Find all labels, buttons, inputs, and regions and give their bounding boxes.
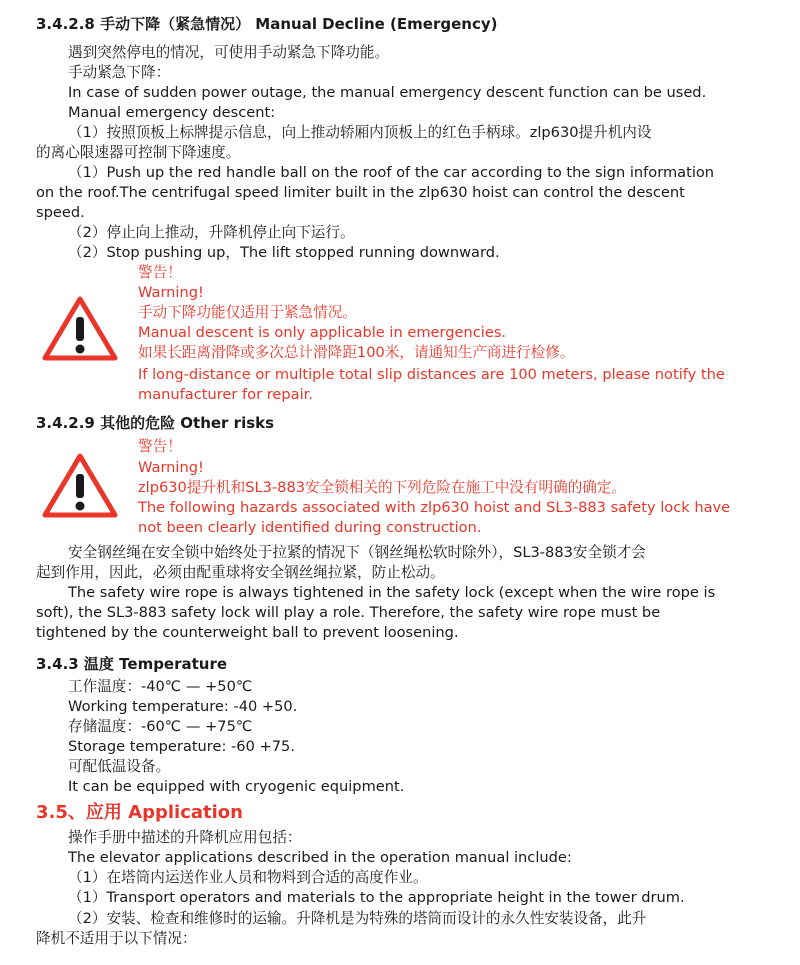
section-heading-35: 3.5、应用 Application xyxy=(36,802,243,823)
paragraph-line: （1）在塔筒内运送作业人员和物料到合适的高度作业。 xyxy=(68,869,428,886)
paragraph-line: Working temperature: -40 +50. xyxy=(68,698,298,715)
paragraph-line: （2）安装、检查和维修时的运输。升降机是为特殊的塔筒而设计的永久性安装设备，此升 xyxy=(68,910,647,927)
paragraph-line: 可配低温设备。 xyxy=(68,758,171,775)
warning-text: 如果长距离滑降或多次总计滑降距100米，请通知生产商进行检修。 xyxy=(138,344,575,361)
paragraph-line: 降机不适用于以下情况： xyxy=(36,930,197,947)
paragraph-line: In case of sudden power outage, the manual emergency descent function can be used. xyxy=(68,84,707,101)
paragraph-line: （2）停止向上推动，升降机停止向下运行。 xyxy=(68,224,355,241)
warning-label-zh: 警告！ xyxy=(138,264,182,281)
paragraph-line: 存储温度：-60℃ — +75℃ xyxy=(68,718,253,735)
paragraph-line: （1）按照顶板上标牌提示信息，向上推动轿厢内顶板上的红色手柄球。zlp630提升机内设 xyxy=(68,124,652,141)
paragraph-line: 安全钢丝绳在安全锁中始终处于拉紧的情况下（钢丝绳松软时除外），SL3-883安全锁才会 xyxy=(68,544,646,561)
warning-text: 手动下降功能仅适用于紧急情况。 xyxy=(138,304,357,321)
paragraph-line: （2）Stop pushing up，The lift stopped running downward. xyxy=(68,244,500,261)
section-heading-343: 3.4.3 温度 Temperature xyxy=(36,655,228,673)
warning-text: zlp630提升机和SL3-883安全锁相关的下列危险在施工中没有明确的确定。 xyxy=(138,479,627,496)
paragraph-line: Manual emergency descent: xyxy=(68,104,276,121)
warning-text: not been clearly identified during construction. xyxy=(138,519,482,536)
paragraph-line: 的离心限速器可控制下降速度。 xyxy=(36,144,241,161)
paragraph-line: speed. xyxy=(36,204,85,221)
paragraph-line: 操作手册中描述的升降机应用包括： xyxy=(68,829,302,846)
paragraph-line: （1）Transport operators and materials to the appropriate height in the tower drum. xyxy=(68,889,685,906)
paragraph-line: soft), the SL3-883 safety lock will play a role. Therefore, the safety wire rope must be xyxy=(36,604,661,621)
warning-label-en: Warning! xyxy=(138,284,204,301)
paragraph-line: 工作温度：-40℃ — +50℃ xyxy=(68,678,253,695)
paragraph-line: The elevator applications described in the operation manual include: xyxy=(68,849,572,866)
warning-triangle-icon xyxy=(42,452,118,518)
paragraph-line: It can be equipped with cryogenic equipment. xyxy=(68,778,405,795)
warning-label-en: Warning! xyxy=(138,459,204,476)
paragraph-line: tightened by the counterweight ball to prevent loosening. xyxy=(36,624,459,641)
warning-text: manufacturer for repair. xyxy=(138,386,313,403)
warning-label-zh: 警告！ xyxy=(138,438,182,455)
paragraph-line: （1）Push up the red handle ball on the roof of the car according to the sign information xyxy=(68,164,715,181)
paragraph-line: 起到作用，因此，必须由配重球将安全钢丝绳拉紧，防止松动。 xyxy=(36,564,445,581)
paragraph-line: The safety wire rope is always tightened in the safety lock (except when the wire rope is xyxy=(68,584,716,601)
paragraph-line: Storage temperature: -60 +75. xyxy=(68,738,295,755)
paragraph-line: on the roof.The centrifugal speed limiter built in the zlp630 hoist can control the descent xyxy=(36,184,685,201)
section-heading-3428: 3.4.2.8 手动下降（紧急情况） Manual Decline (Emergency) xyxy=(36,15,498,33)
warning-triangle-icon xyxy=(42,295,118,361)
section-heading-3429: 3.4.2.9 其他的危险 Other risks xyxy=(36,414,275,432)
warning-text: Manual descent is only applicable in emergencies. xyxy=(138,324,507,341)
warning-text: The following hazards associated with zlp630 hoist and SL3-883 safety lock have xyxy=(138,499,731,516)
paragraph-line: 手动紧急下降： xyxy=(68,64,171,81)
warning-text: If long-distance or multiple total slip distances are 100 meters, please notify the xyxy=(138,366,725,383)
paragraph-line: 遇到突然停电的情况，可使用手动紧急下降功能。 xyxy=(68,44,390,61)
